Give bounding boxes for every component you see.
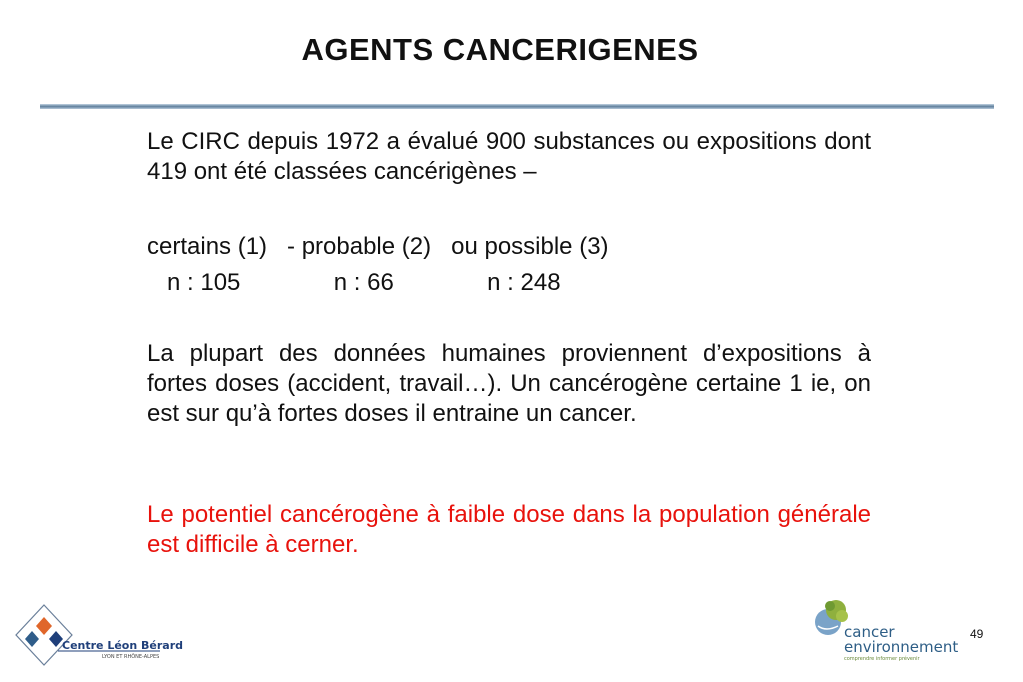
title-divider	[40, 104, 994, 109]
categories-line: certains (1) - probable (2) ou possible (3)	[147, 233, 609, 260]
page-number: 49	[970, 627, 984, 641]
paragraph-low-dose-warning: Le potentiel cancérogène à faible dose dans la population générale est difficile à cerner.	[147, 501, 871, 558]
paragraph-human-data: La plupart des données humaines proviennent d’expositions à fortes doses (accident, travail…). Un cancérogène certaine 1 ie, on est sur qu’à fortes doses il entraine un cancer.	[147, 340, 871, 427]
logo-right-tagline: comprendre informer prévenir	[844, 656, 920, 662]
paragraph-circ-evaluation: Le CIRC depuis 1972 a évalué 900 substances ou expositions dont 419 ont été classées cancérigènes –	[147, 128, 871, 185]
logo-right-word-cancer: cancer	[844, 623, 895, 641]
slide-title: AGENTS CANCERIGENES	[301, 32, 699, 67]
counts-line: n : 105 n : 66 n : 248	[147, 269, 561, 296]
logo-left-subtitle: LYON ET RHÔNE-ALPES	[102, 654, 160, 660]
logo-right-word-environnement: environnement	[844, 638, 959, 656]
cancer-environnement-logo	[812, 596, 957, 666]
logo-left-name: Centre Léon Bérard	[62, 639, 184, 652]
centre-leon-berard-logo	[14, 603, 184, 667]
